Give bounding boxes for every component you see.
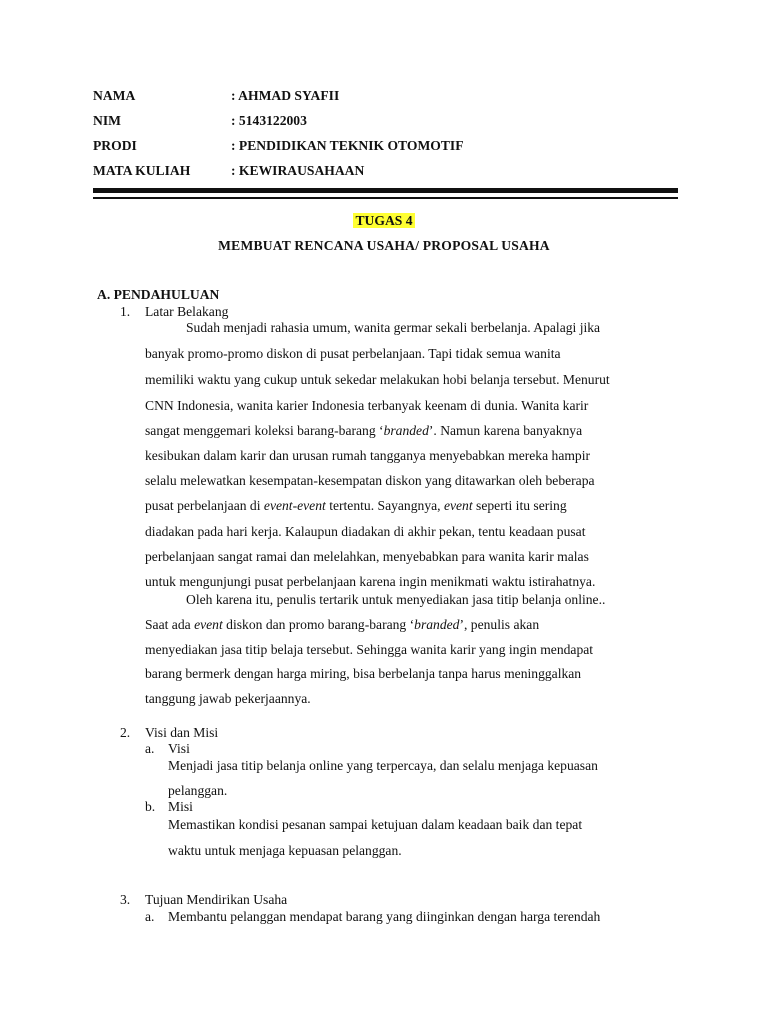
paragraph-line: menyediakan jasa titip belaja tersebut. Sehingga wanita karir yang ingin mendapat (145, 642, 594, 657)
paragraph-line: banyak promo-promo diskon di pusat perbelanjaan. Tapi tidak semua wanita (145, 346, 561, 361)
item-2-number: 2. (120, 725, 131, 740)
paragraph-line: untuk mengunjungi pusat perbelanjaan karena ingin menikmati waktu istirahatnya. (145, 574, 596, 589)
visi-label: Visi (168, 741, 190, 756)
visi-text: pelanggan. (168, 783, 228, 798)
name-value: : AHMAD SYAFII (231, 88, 340, 103)
paragraph-line: barang bermerk dengan harga miring, bisa berbelanja tanpa harus meninggalkan (145, 666, 582, 681)
document-subtitle: MEMBUAT RENCANA USAHA/ PROPOSAL USAHA (218, 238, 550, 253)
paragraph-line: selalu melewatkan kesempatan-kesempatan diskon yang ditawarkan oleh beberapa (145, 473, 595, 488)
course-value: : KEWIRAUSAHAAN (231, 163, 365, 178)
paragraph-line: kesibukan dalam karir dan urusan rumah tangganya menyebabkan mereka hampir (145, 448, 591, 463)
header-rule-thin (93, 197, 678, 199)
course-label: MATA KULIAH (93, 163, 191, 178)
tujuan-a-letter: a. (145, 909, 155, 924)
document-title-wrap (0, 213, 768, 229)
paragraph-line: Oleh karena itu, penulis tertarik untuk menyediakan jasa titip belanja online.. (186, 592, 606, 607)
item-1-label: Latar Belakang (145, 304, 229, 319)
paragraph-line: pusat perbelanjaan di event-event tertentu. Sayangnya, event seperti itu sering (145, 498, 567, 513)
name-label: NAMA (93, 88, 136, 103)
item-3-label: Tujuan Mendirikan Usaha (145, 892, 288, 907)
nim-value: : 5143122003 (231, 113, 307, 128)
paragraph-line: Sudah menjadi rahasia umum, wanita germar sekali berbelanja. Apalagi jika (186, 320, 601, 335)
header-rule-thick (93, 188, 678, 193)
nim-label: NIM (93, 113, 121, 128)
item-3-number: 3. (120, 892, 131, 907)
section-a-heading: A. PENDAHULUAN (97, 287, 220, 302)
paragraph-line: sangat menggemari koleksi barang-barang ‘branded’. Namun karena banyaknya (145, 423, 583, 438)
misi-label: Misi (168, 799, 193, 814)
paragraph-line: Saat ada event diskon dan promo barang-barang ‘branded’, penulis akan (145, 617, 540, 632)
misi-text: waktu untuk menjaga kepuasan pelanggan. (168, 843, 402, 858)
visi-letter: a. (145, 741, 155, 756)
paragraph-line: CNN Indonesia, wanita karier Indonesia terbanyak keenam di dunia. Wanita karir (145, 398, 589, 413)
misi-text: Memastikan kondisi pesanan sampai ketujuan dalam keadaan baik dan tepat (168, 817, 583, 832)
paragraph-line: diadakan pada hari kerja. Kalaupun diadakan di akhir pekan, tentu keadaan pusat (145, 524, 586, 539)
paragraph-line: perbelanjaan sangat ramai dan melelahkan, menyebabkan para wanita karir malas (145, 549, 589, 564)
item-2-label: Visi dan Misi (145, 725, 219, 740)
tujuan-a-text: Membantu pelanggan mendapat barang yang diinginkan dengan harga terendah (168, 909, 601, 924)
paragraph-line: memiliki waktu yang cukup untuk sekedar melakukan hobi belanja tersebut. Menurut (145, 372, 610, 387)
item-1-number: 1. (120, 304, 131, 319)
visi-text: Menjadi jasa titip belanja online yang terpercaya, dan selalu menjaga kepuasan (168, 758, 598, 773)
prodi-label: PRODI (93, 138, 137, 153)
prodi-value: : PENDIDIKAN TEKNIK OTOMOTIF (231, 138, 464, 153)
document-title: TUGAS 4 (355, 213, 413, 228)
paragraph-line: tanggung jawab pekerjaannya. (145, 691, 311, 706)
misi-letter: b. (145, 799, 156, 814)
